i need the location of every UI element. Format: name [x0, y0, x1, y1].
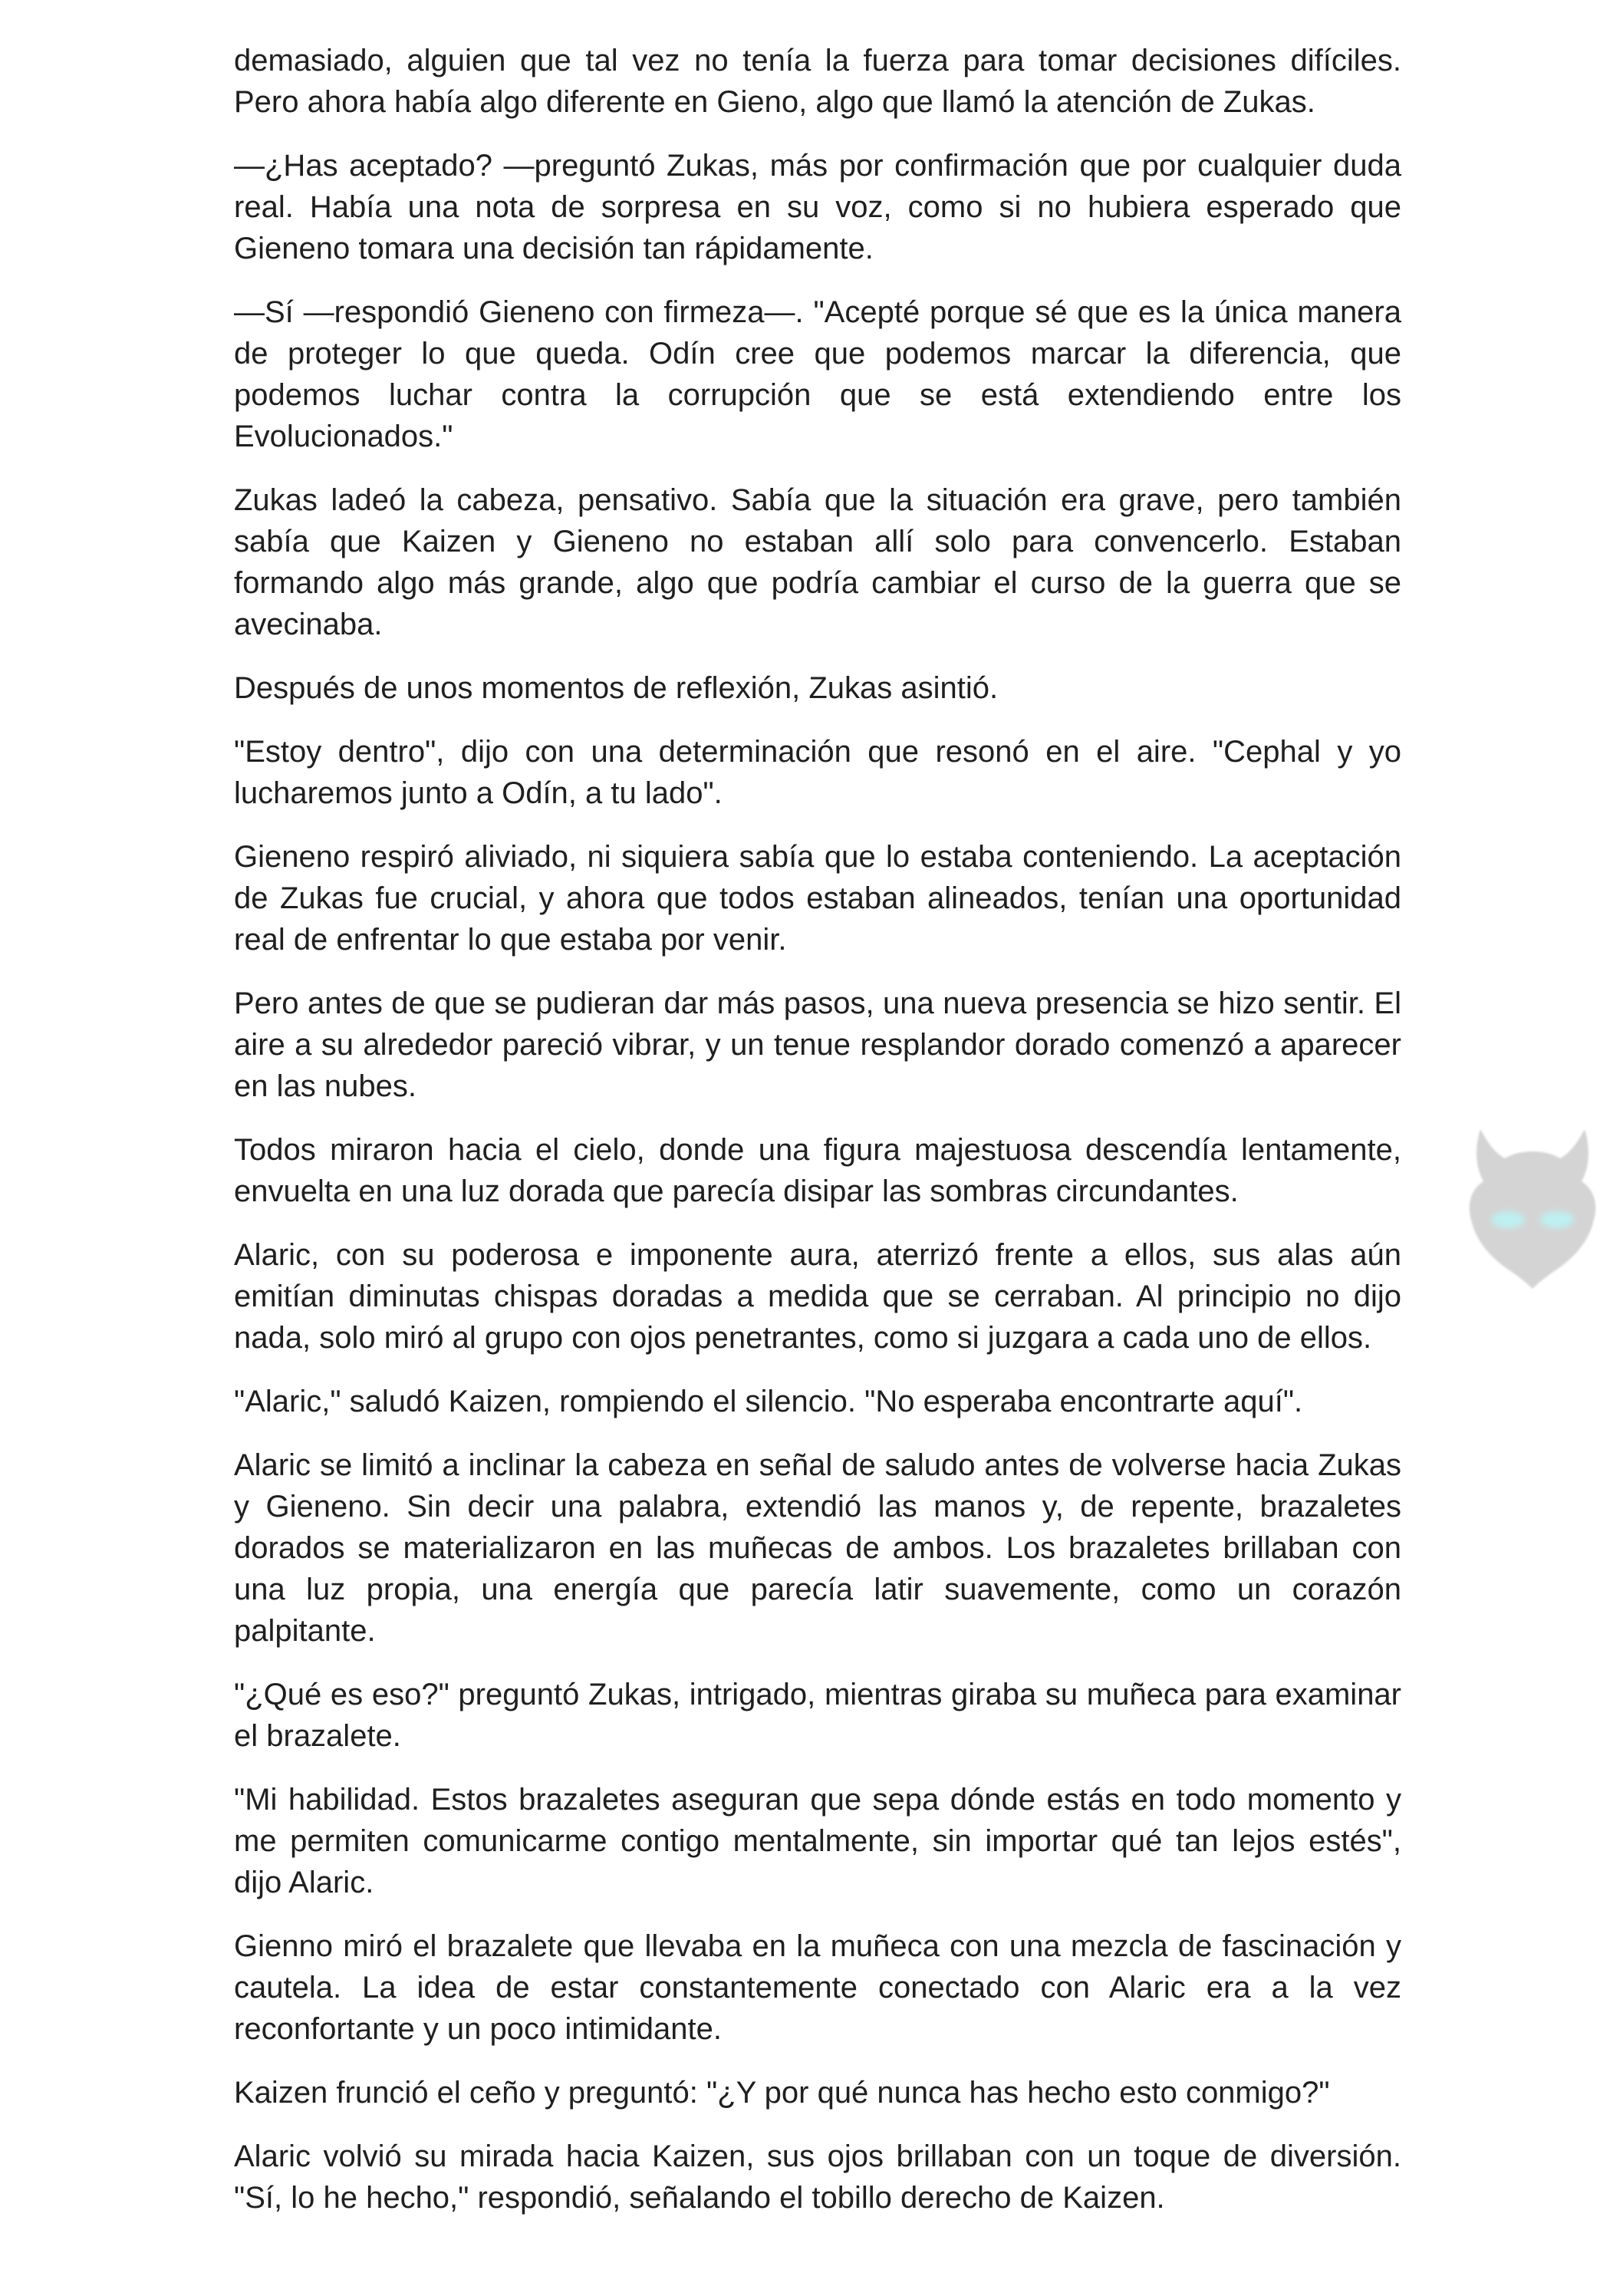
paragraph: Zukas ladeó la cabeza, pensativo. Sabía que la situación era grave, pero también sabía que Kaizen y Gieneno no estaban allí solo para convencerlo. Estaban formando algo más grande, algo que podría cambiar el curso de la guerra que se avecinaba.: [234, 483, 1401, 641]
paragraph: Gieneno respiró aliviado, ni siquiera sabía que lo estaba conteniendo. La aceptación de Zukas fue crucial, y ahora que todos estaban alineados, tenían una oportunidad real de enfrentar lo que estaba por venir.: [234, 840, 1401, 957]
paragraph: Gienno miró el brazalete que llevaba en la muñeca con una mezcla de fascinación y cautela. La idea de estar constantemente conectado con Alaric era a la vez reconfortante y un poco intimidante.: [234, 1929, 1401, 2046]
paragraph: —¿Has aceptado? —preguntó Zukas, más por confirmación que por cualquier duda real. Había una nota de sorpresa en su voz, como si no hubiera esperado que Gieneno tomara una decisión tan rápidamente.: [234, 149, 1401, 265]
paragraph: demasiado, alguien que tal vez no tenía la fuerza para tomar decisiones difíciles. Pero ahora había algo diferente en Gieno, algo que llamó la atención de Zukas.: [234, 44, 1401, 119]
paragraph: —Sí —respondió Gieneno con firmeza—. "Acepté porque sé que es la única manera de proteger lo que queda. Odín cree que podemos marcar la diferencia, que podemos luchar contra la corrupción que se está extendiendo entre los Evolucionados.": [234, 295, 1401, 453]
paragraph: Kaizen frunció el ceño y preguntó: "¿Y por qué nunca has hecho esto conmigo?": [234, 2076, 1330, 2110]
paragraph: Alaric volvió su mirada hacia Kaizen, sus ojos brillaban con un toque de diversión. "Sí, lo he hecho," respondió, señalando el tobillo derecho de Kaizen.: [234, 2140, 1401, 2215]
paragraph: "Mi habilidad. Estos brazaletes aseguran que sepa dónde estás en todo momento y me permiten comunicarme contigo mentalmente, sin importar qué tan lejos estés", dijo Alaric.: [234, 1783, 1401, 1899]
paragraph: "Alaric," saludó Kaizen, rompiendo el silencio. "No esperaba encontrarte aquí".: [234, 1385, 1303, 1418]
paragraph: Alaric, con su poderosa e imponente aura, aterrizó frente a ellos, sus alas aún emitían diminutas chispas doradas a medida que se cerraban. Al principio no dijo nada, solo miró al grupo con ojos penetrantes, como si juzgara a cada uno de ellos.: [234, 1238, 1401, 1355]
paragraph: Pero antes de que se pudieran dar más pasos, una nueva presencia se hizo sentir. El aire a su alrededor pareció vibrar, y un tenue resplandor dorado comenzó a aparecer en las nubes.: [234, 987, 1401, 1103]
paragraph: Todos miraron hacia el cielo, donde una figura majestuosa descendía lentamente, envuelta en una luz dorada que parecía disipar las sombras circundantes.: [234, 1133, 1401, 1208]
document-body: [234, 40, 1401, 2241]
paragraph: "¿Qué es eso?" preguntó Zukas, intrigado, mientras giraba su muñeca para examinar el brazalete.: [234, 1678, 1401, 1753]
demon-head-watermark-icon: [1463, 1125, 1602, 1295]
paragraph: Alaric se limitó a inclinar la cabeza en señal de saludo antes de volverse hacia Zukas y Gieneno. Sin decir una palabra, extendió las manos y, de repente, brazaletes dorados se materializaron en las muñecas de ambos. Los brazaletes brillaban con una luz propia, una energía que parecía latir suavemente, como un corazón palpitante.: [234, 1448, 1401, 1648]
paragraph: Después de unos momentos de reflexión, Zukas asintió.: [234, 671, 999, 705]
paragraph: "Estoy dentro", dijo con una determinación que resonó en el aire. "Cephal y yo lucharemos junto a Odín, a tu lado".: [234, 735, 1401, 810]
